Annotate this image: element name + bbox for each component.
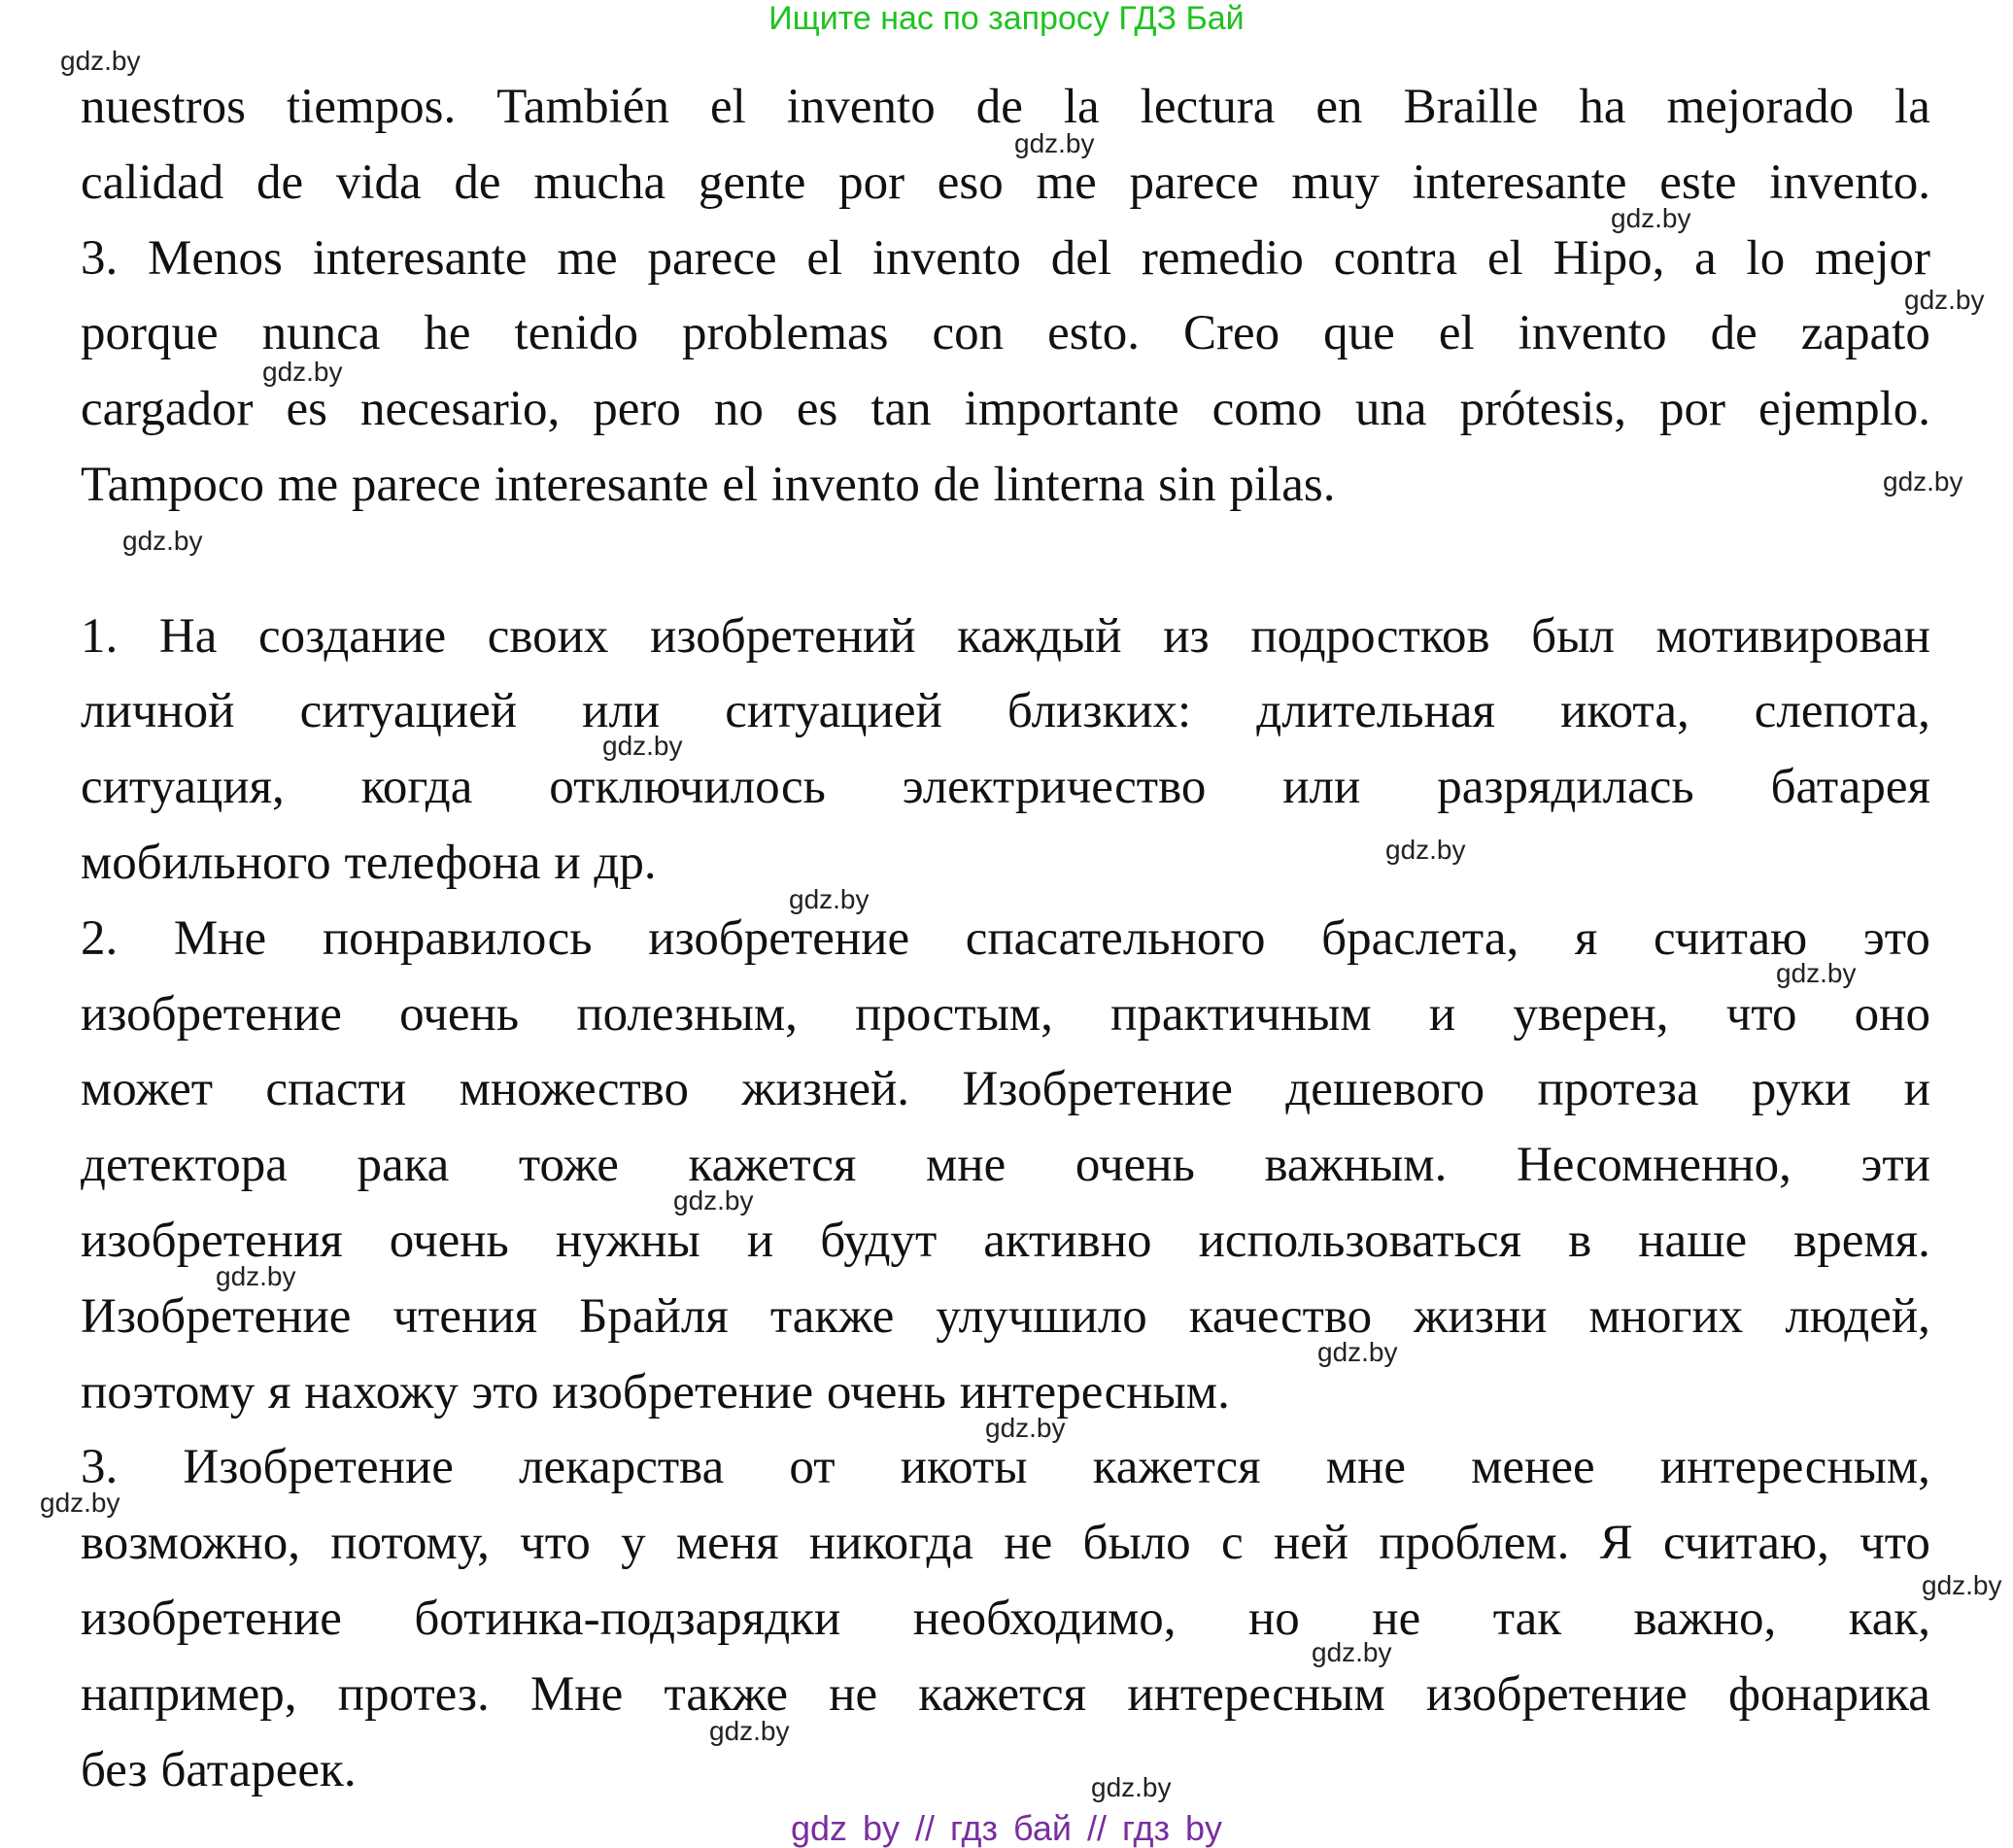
word: и xyxy=(1428,986,1456,1042)
word: с xyxy=(1220,1516,1244,1571)
word: 1. xyxy=(81,608,119,664)
word: жизни xyxy=(1414,1288,1548,1344)
word: parece xyxy=(1129,154,1259,210)
word: invento xyxy=(786,80,936,134)
word: мотивирован xyxy=(1655,608,1930,664)
word: создание xyxy=(257,608,447,664)
word: эти xyxy=(1860,1138,1930,1193)
word: рака xyxy=(357,1138,450,1193)
word: ha xyxy=(1579,80,1626,134)
word: интересным, xyxy=(1659,1440,1930,1495)
word: протез. xyxy=(337,1666,490,1722)
watermark: gdz.by xyxy=(1611,203,1691,233)
word: множество xyxy=(459,1062,690,1117)
word: nuestros xyxy=(81,80,246,134)
watermark: gdz.by xyxy=(40,1488,120,1518)
watermark: gdz.by xyxy=(789,884,870,914)
word: без xyxy=(81,1742,148,1797)
word: личной xyxy=(81,684,235,739)
word: el xyxy=(722,457,759,512)
word: el xyxy=(709,80,746,134)
word: ней xyxy=(1273,1516,1349,1571)
word: por xyxy=(838,154,905,210)
text-line xyxy=(81,599,1930,675)
word: например, xyxy=(81,1666,297,1722)
word: sin xyxy=(1158,457,1216,512)
word: поэтому xyxy=(81,1364,256,1420)
word: Изобретение xyxy=(962,1062,1233,1117)
word: Creo xyxy=(1183,306,1280,361)
word: каждый xyxy=(957,608,1122,664)
text-line xyxy=(81,372,1930,448)
watermark: gdz.by xyxy=(122,526,203,556)
word: людей, xyxy=(1785,1288,1930,1344)
text-line xyxy=(81,674,1930,750)
word: дешевого xyxy=(1285,1062,1485,1117)
word: полезным, xyxy=(576,986,798,1042)
watermark: gdz.by xyxy=(1922,1570,2002,1600)
text-line xyxy=(81,902,1930,977)
word: считаю xyxy=(1654,910,1808,966)
word: протеза xyxy=(1537,1062,1699,1117)
word: como xyxy=(1211,382,1322,437)
word: invento xyxy=(871,230,1021,286)
word: лекарства xyxy=(519,1440,725,1495)
text-line xyxy=(81,1658,1930,1733)
word: necesario, xyxy=(359,382,561,437)
word: ботинка-подзарядки xyxy=(414,1591,841,1646)
word: en xyxy=(1315,80,1363,134)
footer-links: gdz by // гдз бай // гдз by xyxy=(790,1808,1223,1848)
word: жизней. xyxy=(741,1062,910,1117)
word: изобретение xyxy=(81,986,342,1042)
word: как, xyxy=(1848,1591,1930,1646)
word: vida xyxy=(335,154,422,210)
word: улучшило xyxy=(936,1288,1147,1344)
word: очень xyxy=(399,986,520,1042)
word: считаю, xyxy=(1662,1516,1829,1571)
word: tan xyxy=(870,382,932,437)
word: ситуация, xyxy=(81,760,285,815)
word: zapato xyxy=(1800,306,1930,361)
word: детектора xyxy=(81,1138,288,1193)
word: батарея xyxy=(1770,760,1930,815)
word: Мне xyxy=(173,910,267,966)
word: una xyxy=(1354,382,1427,437)
word: электричество xyxy=(902,760,1207,815)
word: por xyxy=(1658,382,1725,437)
word: что xyxy=(1725,986,1797,1042)
word: когда xyxy=(360,760,473,815)
word: eso xyxy=(937,154,1004,210)
word: нужны xyxy=(555,1213,700,1268)
word: tiempos. xyxy=(286,80,457,134)
word: кажется xyxy=(918,1666,1087,1722)
word: возможно, xyxy=(81,1516,300,1571)
word: не xyxy=(1004,1516,1053,1571)
word: близких: xyxy=(1006,684,1192,739)
word: чтения xyxy=(392,1288,538,1344)
word: remedio xyxy=(1141,230,1304,286)
word: фонарика xyxy=(1727,1666,1930,1722)
word: contra xyxy=(1333,230,1458,286)
text-line xyxy=(81,1052,1930,1128)
word: lectura xyxy=(1140,80,1276,134)
word: el xyxy=(806,230,843,286)
word: de xyxy=(933,457,980,512)
word: el xyxy=(1486,230,1523,286)
word: parece xyxy=(647,230,777,286)
word: мне xyxy=(926,1138,1006,1193)
text-line xyxy=(81,1128,1930,1204)
word: спасательного xyxy=(965,910,1266,966)
text-line xyxy=(81,1204,1930,1280)
word: меня xyxy=(675,1516,779,1571)
word: отключилось xyxy=(549,760,826,815)
text-line xyxy=(81,1733,1930,1809)
word: не xyxy=(1372,1591,1421,1646)
word: очень xyxy=(826,1364,946,1420)
word: Hipo, xyxy=(1552,230,1665,286)
word: очень xyxy=(1075,1138,1195,1193)
word: простым, xyxy=(855,986,1053,1042)
word: и xyxy=(746,1213,774,1268)
word: На xyxy=(158,608,218,664)
word: изобретений xyxy=(650,608,916,664)
word: я xyxy=(268,1364,291,1420)
word: muy xyxy=(1291,154,1380,210)
word: у xyxy=(621,1516,646,1571)
text-line xyxy=(81,448,1930,524)
word: linterna xyxy=(993,457,1145,512)
word: будут xyxy=(820,1213,938,1268)
word: Я xyxy=(1599,1516,1633,1571)
word: mejorado xyxy=(1666,80,1855,134)
word: из xyxy=(1163,608,1210,664)
word: потому, xyxy=(330,1516,490,1571)
word: изобретение xyxy=(648,910,910,966)
word: invento xyxy=(770,457,920,512)
word: изобретение xyxy=(1425,1666,1688,1722)
word: ситуацией xyxy=(299,684,518,739)
word: др. xyxy=(594,835,657,890)
word: Изобретение xyxy=(81,1288,352,1344)
watermark: gdz.by xyxy=(216,1261,296,1291)
word: наше xyxy=(1638,1213,1748,1268)
text-line xyxy=(81,977,1930,1053)
word: изобретение xyxy=(552,1364,814,1420)
word: оно xyxy=(1854,986,1930,1042)
watermark: gdz.by xyxy=(602,731,683,761)
word: не xyxy=(829,1666,878,1722)
word: было xyxy=(1082,1516,1191,1571)
word: Tampoco xyxy=(81,457,265,512)
text-line xyxy=(81,826,1930,902)
word: и xyxy=(1903,1062,1930,1117)
word: понравилось xyxy=(322,910,593,966)
word: длительная xyxy=(1256,684,1496,739)
watermark: gdz.by xyxy=(1883,466,1963,496)
word: необходимо, xyxy=(912,1591,1177,1646)
word: мне xyxy=(1325,1440,1406,1495)
word: мобильного xyxy=(81,835,331,890)
word: своих xyxy=(487,608,609,664)
word: no xyxy=(713,382,764,437)
word: de xyxy=(975,80,1023,134)
word: использоваться xyxy=(1198,1213,1522,1268)
word: mejor xyxy=(1815,230,1930,286)
word: gente xyxy=(698,154,806,210)
word: ejemplo. xyxy=(1757,382,1930,437)
word: руки xyxy=(1751,1062,1852,1117)
word: que xyxy=(1323,306,1395,361)
word: очень xyxy=(389,1213,509,1268)
word: nunca xyxy=(261,306,381,361)
word: никогда xyxy=(808,1516,974,1571)
word: Несомненно, xyxy=(1516,1138,1791,1193)
word: interesante xyxy=(1412,154,1627,210)
text-line xyxy=(81,1506,1930,1582)
word: тоже xyxy=(518,1138,619,1193)
word: икота, xyxy=(1560,684,1689,739)
word: время. xyxy=(1793,1213,1930,1268)
word: что xyxy=(1859,1516,1930,1571)
word: esto. xyxy=(1047,306,1141,361)
word: браслета, xyxy=(1321,910,1519,966)
word: importante xyxy=(964,382,1179,437)
word: изобретения xyxy=(81,1213,343,1268)
word: tenido xyxy=(514,306,639,361)
word: de xyxy=(1710,306,1757,361)
word: спасти xyxy=(265,1062,407,1117)
watermark: gdz.by xyxy=(1904,285,1985,315)
text-line xyxy=(81,1582,1930,1658)
word: me xyxy=(557,230,618,286)
word: es xyxy=(286,382,327,437)
word: este xyxy=(1659,154,1737,210)
word: prótesis, xyxy=(1459,382,1626,437)
word: invento. xyxy=(1769,154,1930,210)
word: problemas xyxy=(682,306,889,361)
text-line xyxy=(81,70,1930,146)
word: многих xyxy=(1588,1288,1744,1344)
watermark: gdz.by xyxy=(673,1185,754,1215)
word: cargador xyxy=(81,382,254,437)
word: Брайля xyxy=(579,1288,729,1344)
watermark: gdz.by xyxy=(60,46,141,76)
word: важным. xyxy=(1264,1138,1448,1193)
word: porque xyxy=(81,306,219,361)
word: но xyxy=(1248,1591,1300,1646)
word: Braille xyxy=(1403,80,1539,134)
watermark: gdz.by xyxy=(985,1413,1066,1443)
word: также xyxy=(769,1288,895,1344)
text-line xyxy=(81,296,1930,372)
word: это xyxy=(1862,910,1930,966)
word: интересным. xyxy=(959,1364,1230,1420)
word: Menos xyxy=(148,230,283,286)
word: interesante xyxy=(312,230,528,286)
word: также xyxy=(664,1666,788,1722)
word: уверен, xyxy=(1513,986,1669,1042)
word: интересным xyxy=(1127,1666,1385,1722)
word: что xyxy=(520,1516,591,1571)
word: подростков xyxy=(1250,608,1490,664)
word: кажется xyxy=(688,1138,857,1193)
word: ситуацией xyxy=(725,684,942,739)
word: или xyxy=(1282,760,1361,815)
word: практичным xyxy=(1110,986,1372,1042)
watermark: gdz.by xyxy=(1091,1772,1172,1802)
word: икоты xyxy=(900,1440,1028,1495)
word: Мне xyxy=(529,1666,624,1722)
word: важно, xyxy=(1633,1591,1777,1646)
answer-text xyxy=(81,70,1930,1808)
word: del xyxy=(1050,230,1112,286)
word: pero xyxy=(593,382,681,437)
text-line xyxy=(81,1280,1930,1355)
word: изобретение xyxy=(81,1591,342,1646)
watermark: gdz.by xyxy=(1317,1337,1398,1367)
word: es xyxy=(796,382,838,437)
word: телефона xyxy=(344,835,541,890)
word: la xyxy=(1063,80,1100,134)
word: he xyxy=(424,306,471,361)
watermark: gdz.by xyxy=(1312,1637,1392,1667)
word: 2. xyxy=(81,910,119,966)
word: me xyxy=(1036,154,1097,210)
word: de xyxy=(256,154,304,210)
word: проблем. xyxy=(1379,1516,1570,1571)
word: la xyxy=(1894,80,1930,134)
word: качество xyxy=(1188,1288,1373,1344)
word: lo xyxy=(1746,230,1786,286)
word: менее xyxy=(1471,1440,1595,1495)
word: a xyxy=(1694,230,1717,286)
word: так xyxy=(1492,1591,1562,1646)
word: mucha xyxy=(533,154,666,210)
word: invento xyxy=(1518,306,1667,361)
text-line xyxy=(81,750,1930,826)
word: Изобретение xyxy=(183,1440,454,1495)
word: кажется xyxy=(1092,1440,1261,1495)
word: в xyxy=(1568,1213,1592,1268)
word: con xyxy=(932,306,1005,361)
word: me xyxy=(277,457,339,512)
watermark: gdz.by xyxy=(1776,958,1857,988)
word: активно xyxy=(983,1213,1152,1268)
word: 3. xyxy=(81,1440,119,1495)
word: parece xyxy=(351,457,481,512)
word: разрядилась xyxy=(1437,760,1694,815)
word: el xyxy=(1438,306,1475,361)
watermark: gdz.by xyxy=(262,357,343,387)
word: от xyxy=(789,1440,836,1495)
word: я xyxy=(1574,910,1598,966)
word: pilas. xyxy=(1229,457,1336,512)
watermark: gdz.by xyxy=(1385,835,1466,865)
word: или xyxy=(582,684,661,739)
word: interesante xyxy=(494,457,709,512)
word: слепота, xyxy=(1754,684,1930,739)
word: и xyxy=(554,835,581,890)
word: de xyxy=(454,154,501,210)
watermark: gdz.by xyxy=(1014,128,1095,158)
word: нахожу xyxy=(304,1364,459,1420)
word: батареек. xyxy=(160,1742,357,1797)
top-banner: Ищите нас по запросу ГДЗ Бай xyxy=(768,0,1245,37)
word: может xyxy=(81,1062,213,1117)
word: 3. xyxy=(81,230,119,286)
word: был xyxy=(1531,608,1615,664)
word: calidad xyxy=(81,154,224,210)
watermark: gdz.by xyxy=(709,1716,790,1746)
section-spacer xyxy=(81,524,1930,599)
word: это xyxy=(471,1364,539,1420)
word: También xyxy=(496,80,669,134)
